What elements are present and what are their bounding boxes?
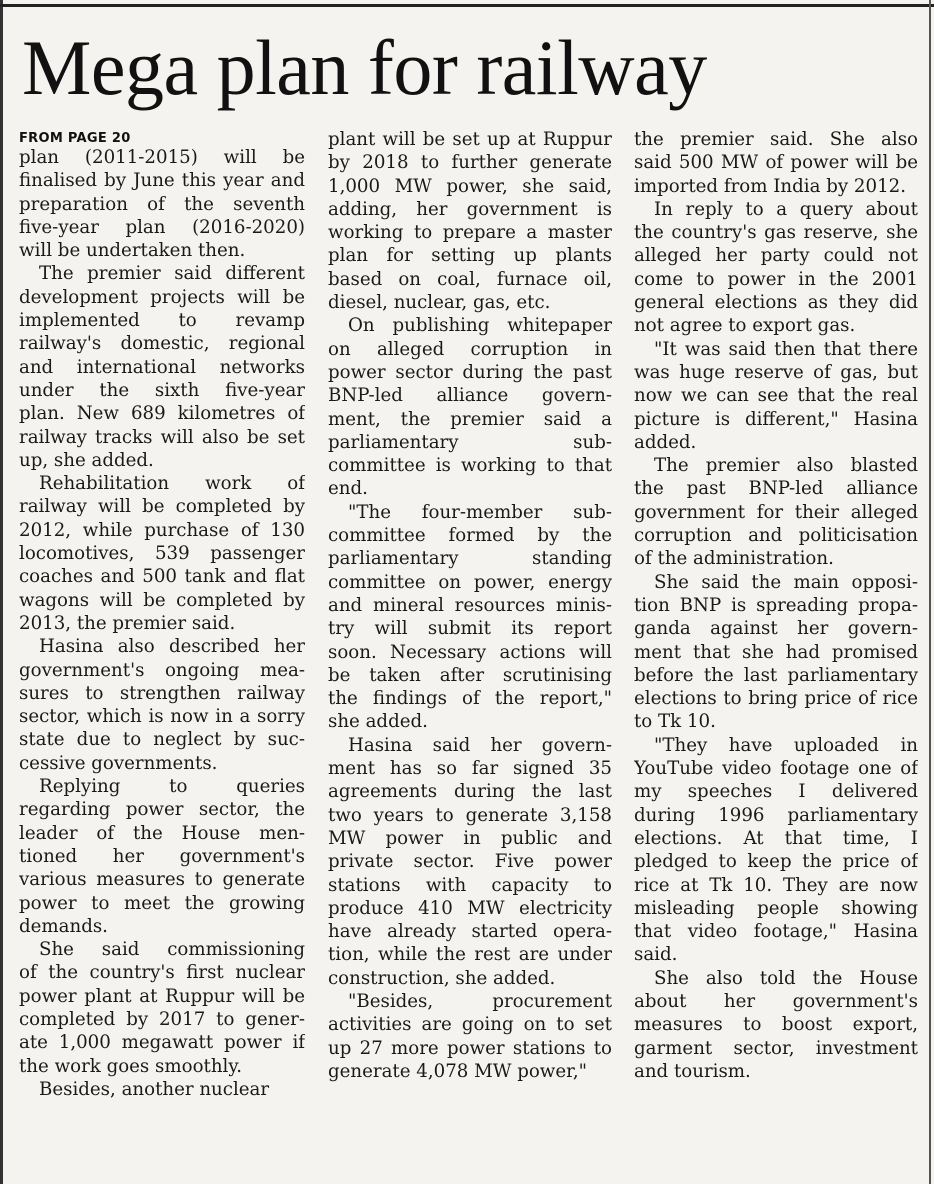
text-line: 1,000 MW power, she said, xyxy=(328,175,612,197)
text-line: try will submit its report xyxy=(328,618,612,640)
text-line: Replying to queries xyxy=(39,776,305,798)
text-line: government's ongoing mea- xyxy=(19,659,305,681)
text-line: MW power in public and xyxy=(328,827,612,849)
text-line: plan for setting up plants xyxy=(328,245,612,267)
text-line: misleading people showing xyxy=(634,897,918,919)
text-line: about her government's xyxy=(634,990,918,1012)
text-line: of the country's first nuclear xyxy=(19,962,305,984)
text-line: said 500 MW of power will be xyxy=(634,152,918,174)
text-line: private sector. Five power xyxy=(328,851,612,873)
text-line: working to prepare a master xyxy=(328,222,612,244)
text-line: imported from India by 2012. xyxy=(634,175,906,197)
text-line: cessive governments. xyxy=(19,752,218,774)
text-line: committee on power, energy xyxy=(328,571,612,593)
text-line: and tourism. xyxy=(634,1060,751,1082)
text-line: up, she added. xyxy=(19,449,154,471)
text-line: picture is different," Hasina xyxy=(634,408,918,430)
text-line: "It was said then that there xyxy=(654,338,918,360)
text-line: the country's gas reserve, she xyxy=(634,222,918,244)
left-border-rule xyxy=(0,0,3,1184)
text-line: rice at Tk 10. They are now xyxy=(634,874,918,896)
text-line: sector, which is now in a sorry xyxy=(19,706,305,728)
text-line: agreements during the last xyxy=(328,781,612,803)
text-line: the premier said. She also xyxy=(634,129,918,150)
text-line: locomotives, 539 passenger xyxy=(19,543,305,565)
text-line: to Tk 10. xyxy=(634,711,716,733)
text-line: various measures to generate xyxy=(19,869,305,891)
text-line: produce 410 MW electricity xyxy=(328,897,612,919)
article-column-3 xyxy=(634,128,918,1083)
text-line: generate 4,078 MW power," xyxy=(328,1060,587,1082)
text-line: said. xyxy=(634,944,678,966)
text-line: ment that she had promised xyxy=(634,641,918,663)
text-line: sures to strengthen railway xyxy=(19,682,305,704)
text-line: during 1996 parliamentary xyxy=(634,804,918,826)
column-2-text xyxy=(328,128,612,1083)
text-line: railway's domestic, regional xyxy=(19,333,305,355)
text-line: preparation of the seventh xyxy=(19,193,305,215)
text-line: ment, the premier said a xyxy=(328,408,612,430)
text-line: Hasina said her govern- xyxy=(348,734,612,756)
text-line: my speeches I delivered xyxy=(634,781,918,803)
text-line: parliamentary sub- xyxy=(328,431,612,453)
text-line: have already started opera- xyxy=(328,921,612,943)
text-line: activities are going on to set xyxy=(328,1014,612,1036)
text-line: not agree to export gas. xyxy=(634,315,856,337)
text-line: state due to neglect by suc- xyxy=(19,729,305,751)
text-line: will be undertaken then. xyxy=(19,240,246,262)
text-line: end. xyxy=(328,478,368,500)
text-line: plan (2011-2015) will be xyxy=(19,147,305,168)
headline: Mega plan for railway xyxy=(22,24,707,111)
text-line: "Besides, procurement xyxy=(348,990,612,1012)
text-line: regarding power sector, the xyxy=(19,799,305,821)
text-line: Besides, another nuclear xyxy=(39,1078,270,1100)
text-line: plant will be set up at Ruppur xyxy=(328,129,612,150)
text-line: 2012, while purchase of 130 xyxy=(19,519,305,541)
text-line: "They have uploaded in xyxy=(654,734,918,756)
text-line: "The four-member sub- xyxy=(348,501,612,523)
text-line: by 2018 to further generate xyxy=(328,152,612,174)
top-border-rule xyxy=(0,4,934,7)
text-line: up 27 more power stations to xyxy=(328,1037,612,1059)
text-line: tion, while the rest are under xyxy=(328,944,612,966)
text-line: parliamentary standing xyxy=(328,548,612,570)
text-line: demands. xyxy=(19,915,108,937)
text-line: The premier also blasted xyxy=(654,455,918,477)
text-line: corruption and politicisation xyxy=(634,525,918,547)
article-column-1 xyxy=(19,128,305,1101)
article-column-2 xyxy=(328,128,612,1083)
column-1-text xyxy=(19,146,305,1101)
text-line: power plant at Ruppur will be xyxy=(19,985,305,1007)
text-line: development projects will be xyxy=(19,286,305,308)
text-line: committee is working to that xyxy=(328,455,612,477)
text-line: be taken after scrutinising xyxy=(328,664,612,686)
text-line: soon. Necessary actions will xyxy=(328,641,612,663)
text-line: adding, her government is xyxy=(328,198,612,220)
text-line: implemented to revamp xyxy=(19,310,305,332)
text-line: the past BNP-led alliance xyxy=(634,478,918,500)
text-line: government for their alleged xyxy=(634,501,918,523)
text-line: and mineral resources minis- xyxy=(328,594,612,616)
text-line: the findings of the report," xyxy=(328,688,612,710)
text-line: 2013, the premier said. xyxy=(19,612,236,634)
text-line: ment has so far signed 35 xyxy=(328,758,612,780)
text-line: under the sixth five-year xyxy=(19,379,305,401)
text-line: ganda against her govern- xyxy=(634,618,918,640)
text-line: two years to generate 3,158 xyxy=(328,804,612,826)
text-line: based on coal, furnace oil, xyxy=(328,268,612,290)
text-line: now we can see that the real xyxy=(634,385,918,407)
text-line: of the administration. xyxy=(634,548,834,570)
text-line: YouTube video footage one of xyxy=(634,758,918,780)
text-line: In reply to a query about xyxy=(654,198,918,220)
text-line: added. xyxy=(634,431,697,453)
text-line: completed by 2017 to gener- xyxy=(19,1008,305,1030)
text-line: was huge reserve of gas, but xyxy=(634,361,918,383)
text-line: she added. xyxy=(328,711,428,733)
text-line: coaches and 500 tank and flat xyxy=(19,566,305,588)
text-line: tioned her government's xyxy=(19,845,305,867)
text-line: leader of the House men- xyxy=(19,822,305,844)
text-line: railway will be completed by xyxy=(19,496,305,518)
text-line: measures to boost export, xyxy=(634,1014,918,1036)
column-3-text xyxy=(634,128,918,1083)
text-line: power sector during the past xyxy=(328,361,612,383)
text-line: tion BNP is spreading propa- xyxy=(634,594,918,616)
text-line: wagons will be completed by xyxy=(19,589,305,611)
text-line: She said commissioning xyxy=(39,939,305,961)
text-line: the work goes smoothly. xyxy=(19,1055,243,1077)
text-line: On publishing whitepaper xyxy=(348,315,612,337)
text-line: garment sector, investment xyxy=(634,1037,918,1059)
text-line: come to power in the 2001 xyxy=(634,268,918,290)
text-line: diesel, nuclear, gas, etc. xyxy=(328,292,551,314)
continuation-kicker: FROM PAGE 20 xyxy=(19,131,131,146)
text-line: plan. New 689 kilometres of xyxy=(19,403,305,425)
text-line: The premier said different xyxy=(39,263,305,285)
text-line: ate 1,000 megawatt power if xyxy=(19,1032,305,1054)
text-line: elections to bring price of rice xyxy=(634,688,918,710)
text-line: Hasina also described her xyxy=(39,636,305,658)
text-line: Rehabilitation work of xyxy=(39,473,305,495)
text-line: pledged to keep the price of xyxy=(634,851,918,873)
text-line: She also told the House xyxy=(654,967,918,989)
right-border-rule xyxy=(929,0,931,1184)
text-line: finalised by June this year and xyxy=(19,170,305,192)
text-line: alleged her party could not xyxy=(634,245,918,267)
text-line: construction, she added. xyxy=(328,967,556,989)
text-line: that video footage," Hasina xyxy=(634,921,918,943)
text-line: five-year plan (2016-2020) xyxy=(19,216,305,238)
text-line: railway tracks will also be set xyxy=(19,426,305,448)
text-line: and international networks xyxy=(19,356,305,378)
text-line: power to meet the growing xyxy=(19,892,305,914)
text-line: BNP-led alliance govern- xyxy=(328,385,612,407)
text-line: on alleged corruption in xyxy=(328,338,612,360)
text-line: general elections as they did xyxy=(634,292,918,314)
text-line: She said the main opposi- xyxy=(654,571,918,593)
text-line: committee formed by the xyxy=(328,525,612,547)
text-line: stations with capacity to xyxy=(328,874,612,896)
text-line: before the last parliamentary xyxy=(634,664,918,686)
text-line: elections. At that time, I xyxy=(634,827,918,849)
